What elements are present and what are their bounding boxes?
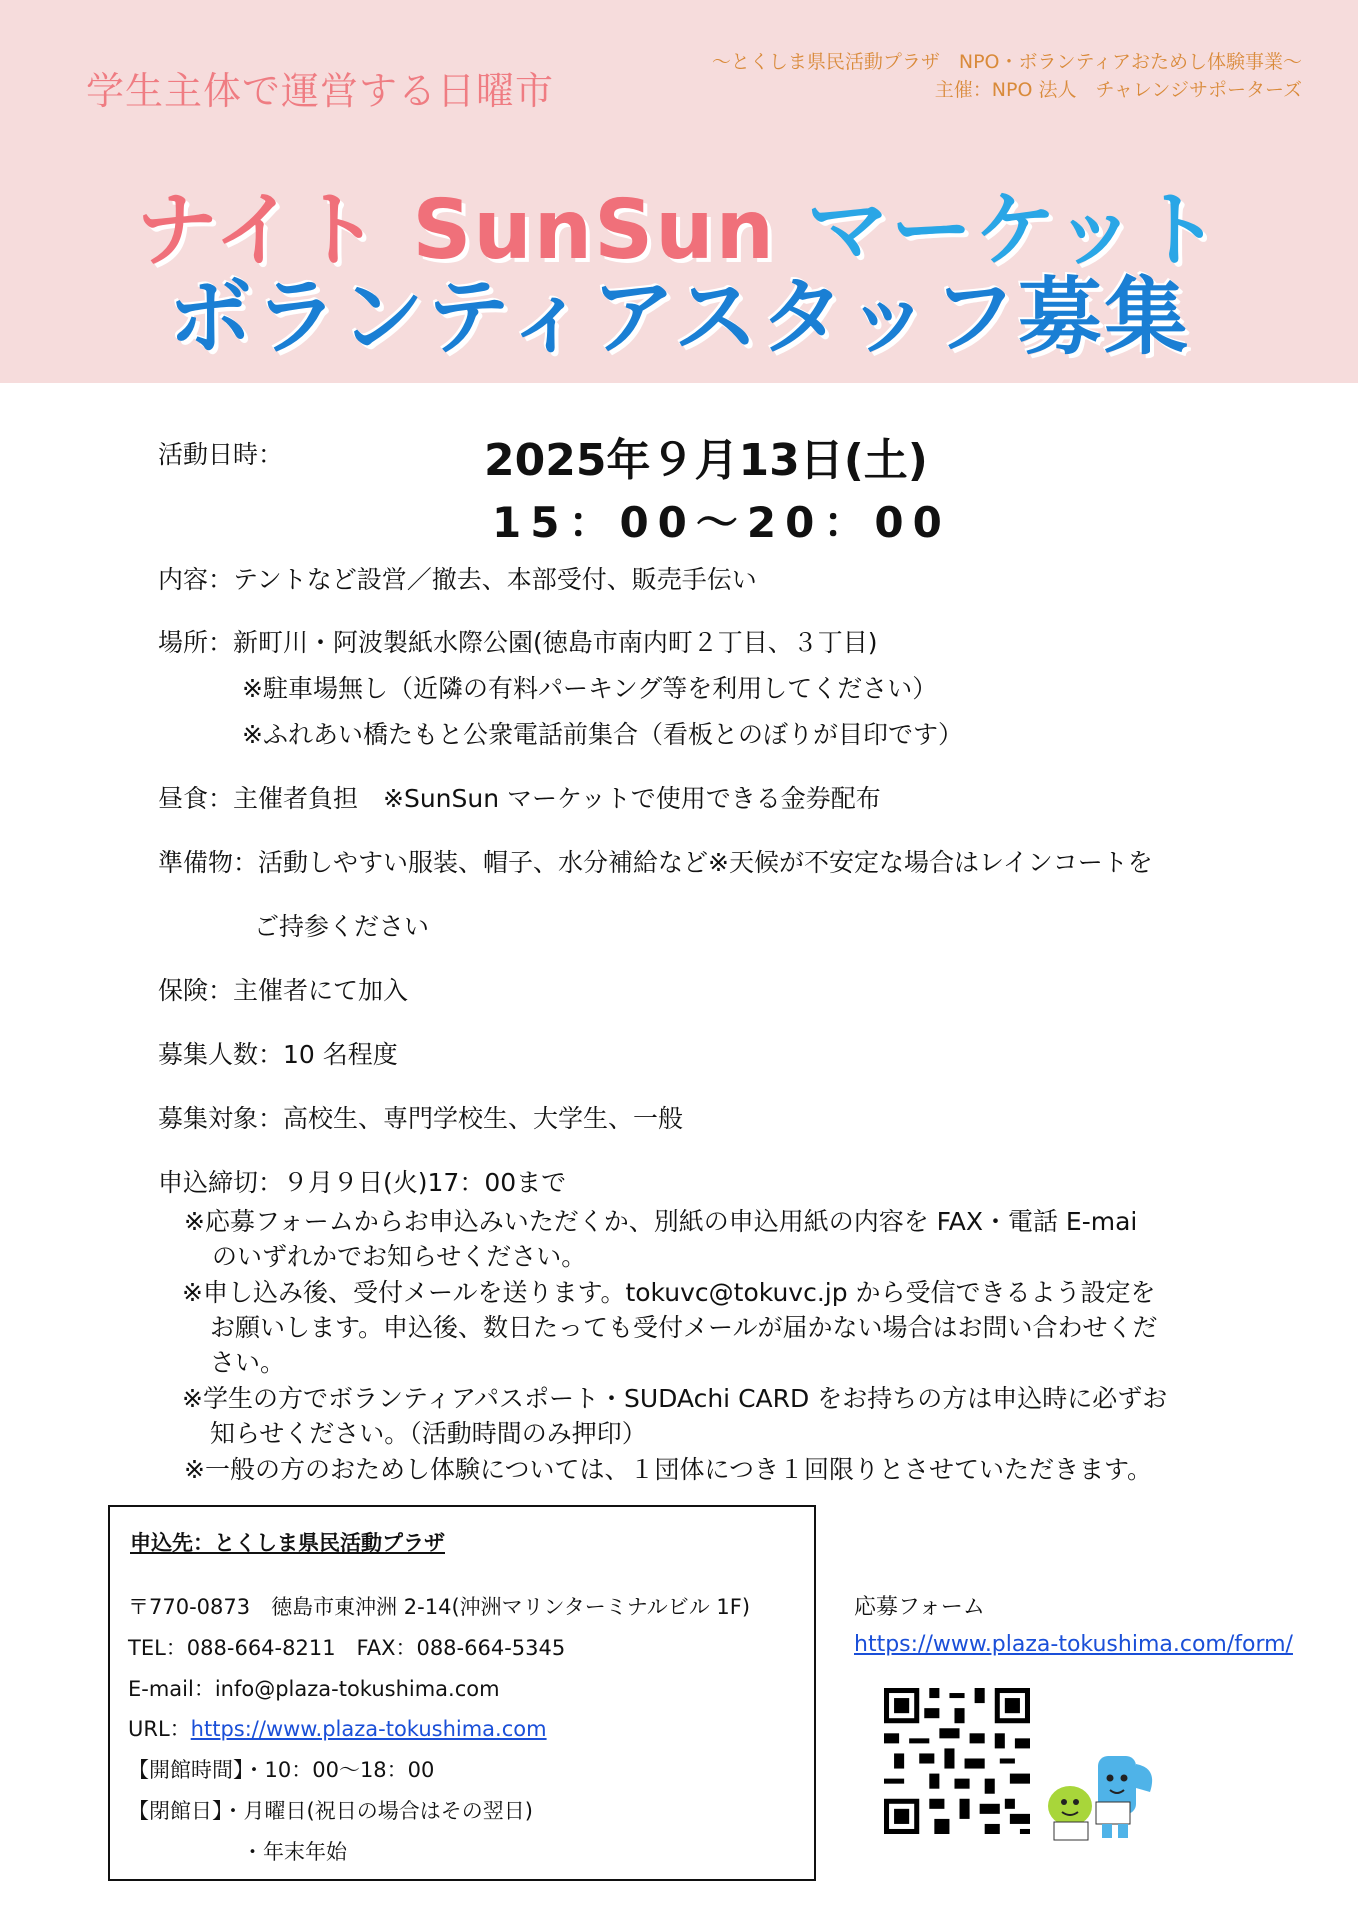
place-line: 場所：新町川・阿波製紙水際公園(徳島市南内町２丁目、３丁目) [158, 628, 878, 657]
place-note-parking: ※駐車場無し（近隣の有料パーキング等を利用してください） [242, 674, 938, 703]
form-url-link[interactable]: https://www.plaza-tokushima.com/form/ [854, 1632, 1293, 1657]
contact-tel-fax: TEL：088-664-8211 FAX：088-664-5345 [128, 1636, 566, 1660]
title-part-blue: マーケット [806, 183, 1223, 278]
prep-line: 準備物：活動しやすい服装、帽子、水分補給など※天候が不安定な場合はレインコートを [158, 848, 1153, 877]
contact-url-link[interactable]: https://www.plaza-tokushima.com [190, 1717, 547, 1741]
form-label: 応募フォーム [854, 1595, 985, 1620]
program-name: ～とくしま県民活動プラザ NPO・ボランティアおためし体験事業～ [711, 51, 1302, 73]
contact-email: E-mail：info@plaza-tokushima.com [128, 1677, 500, 1701]
contact-url-label: URL： [128, 1717, 191, 1741]
contact-box [108, 1505, 816, 1881]
place-note-meeting: ※ふれあい橋たもと公衆電話前集合（看板とのぼりが目印です） [242, 720, 963, 749]
contact-closed: 【閉館日】・月曜日(祝日の場合はその翌日) [128, 1799, 533, 1823]
note-passport-cont: 知らせください。（活動時間のみ押印） [210, 1419, 647, 1448]
note-passport: ※学生の方でボランティアパスポート・SUDAchi CARD をお持ちの方は申込時に必ずお [182, 1384, 1168, 1413]
mascot-illustration-icon [1040, 1744, 1160, 1844]
recruit-title: ボランティアスタッフ募集 [168, 268, 1190, 366]
contact-hours: 【開館時間】・10：00～18：00 [128, 1758, 435, 1782]
contact-closed-2: ・年末年始 [242, 1840, 347, 1864]
event-time: 15：00～20：00 [492, 498, 951, 547]
host-name: 主催：NPO 法人 チャレンジサポーターズ [934, 79, 1302, 101]
header-banner [0, 0, 1358, 383]
prep-line-cont: ご持参ください [254, 912, 430, 941]
target-line: 募集対象：高校生、専門学校生、大学生、一般 [158, 1104, 684, 1133]
content-line: 内容：テントなど設営／撤去、本部受付、販売手伝い [158, 565, 757, 594]
contact-address: 〒770-0873 徳島市東沖洲 2-14(沖洲マリンターミナルビル 1F) [128, 1595, 751, 1619]
contact-url-row [128, 1713, 547, 1743]
note-email-cont2: さい。 [210, 1348, 286, 1377]
note-general: ※一般の方のおためし体験については、１団体につき１回限りとさせていただきます。 [184, 1455, 1152, 1484]
insurance-line: 保険：主催者にて加入 [158, 976, 409, 1005]
qr-code-icon[interactable] [884, 1688, 1030, 1834]
event-date: 2025年９月13日(土) [484, 435, 928, 486]
note-email-cont: お願いします。申込後、数日たっても受付メールが届かない場合はお問い合わせくだ [210, 1313, 1158, 1342]
contact-title: 申込先：とくしま県民活動プラザ [130, 1531, 445, 1555]
note-email: ※申し込み後、受付メールを送ります。tokuvc@tokuvc.jp から受信できるよう設定を [182, 1278, 1156, 1307]
title-part-pink: ナイト SunSun [135, 183, 807, 278]
capacity-line: 募集人数：10 名程度 [158, 1040, 398, 1069]
note-apply-method: ※応募フォームからお申込みいただくか、別紙の申込用紙の内容を FAX・電話 E-mai [184, 1207, 1138, 1236]
date-label: 活動日時： [158, 440, 284, 469]
deadline-line: 申込締切：９月９日(火)17：00まで [158, 1168, 567, 1197]
organizer-info [712, 48, 1302, 104]
note-apply-method-cont: のいずれかでお知らせください。 [212, 1242, 587, 1271]
lunch-line: 昼食：主催者負担 ※SunSun マーケットで使用できる金券配布 [158, 784, 881, 813]
subtitle: 学生主体で運営する日曜市 [86, 69, 555, 113]
